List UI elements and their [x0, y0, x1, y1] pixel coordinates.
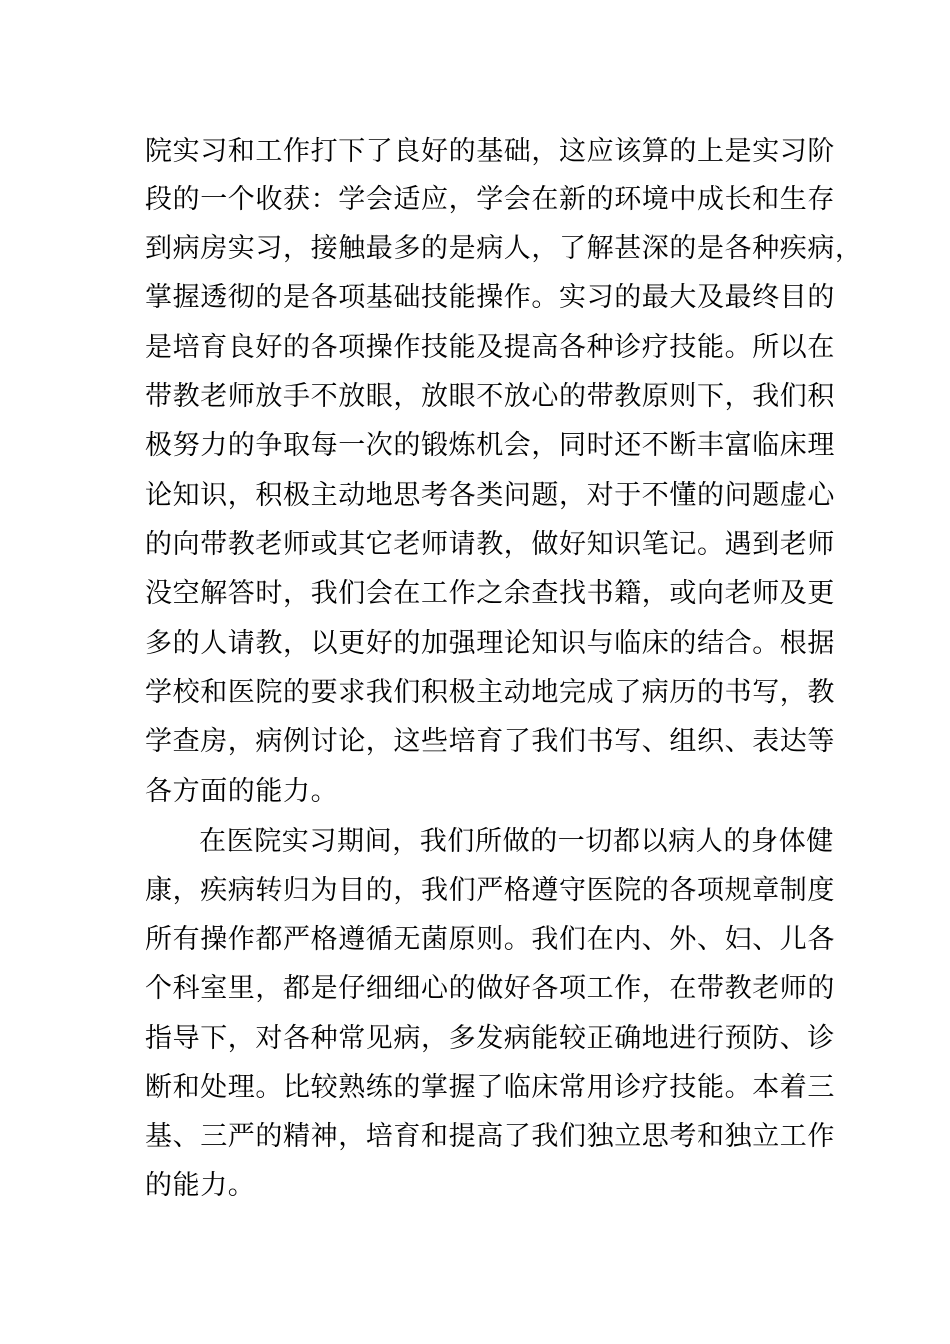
text-line: 个科室里，都是仔细细心的做好各项工作，在带教老师的 — [145, 973, 835, 1004]
text-line: 院实习和工作打下了良好的基础，这应该算的上是实习阶 — [145, 136, 835, 167]
text-line: 断和处理。比较熟练的掌握了临床常用诊疗技能。本着三 — [145, 1072, 835, 1103]
text-line: 带教老师放手不放眼，放眼不放心的带教原则下，我们积 — [145, 381, 835, 412]
text-line: 学查房，病例讨论，这些培育了我们书写、组织、表达等 — [145, 726, 835, 757]
text-line: 论知识，积极主动地思考各类问题，对于不懂的问题虚心 — [145, 480, 835, 511]
text-line: 掌握透彻的是各项基础技能操作。实习的最大及最终目的 — [145, 282, 835, 313]
paragraph-first-line: 在医院实习期间，我们所做的一切都以病人的身体健 — [199, 826, 834, 857]
text-line: 到病房实习，接触最多的是病人，了解甚深的是各种疾病， — [145, 233, 863, 264]
text-line: 极努力的争取每一次的锻炼机会，同时还不断丰富临床理 — [145, 430, 835, 461]
text-line: 康，疾病转归为目的，我们严格遵守医院的各项规章制度 — [145, 875, 835, 906]
text-line: 指导下，对各种常见病，多发病能较正确地进行预防、诊 — [145, 1023, 835, 1054]
text-line: 所有操作都严格遵循无菌原则。我们在内、外、妇、儿各 — [145, 924, 835, 955]
text-line: 段的一个收获：学会适应，学会在新的环境中成长和生存 — [145, 184, 835, 215]
text-line: 的能力。 — [145, 1170, 256, 1201]
text-line: 没空解答时，我们会在工作之余查找书籍，或向老师及更 — [145, 578, 835, 609]
text-line: 基、三严的精神，培育和提高了我们独立思考和独立工作 — [145, 1121, 835, 1152]
text-line: 是培育良好的各项操作技能及提高各种诊疗技能。所以在 — [145, 332, 835, 363]
text-line: 各方面的能力。 — [145, 776, 339, 807]
text-line: 多的人请教，以更好的加强理论知识与临床的结合。根据 — [145, 628, 835, 659]
text-line: 学校和医院的要求我们积极主动地完成了病历的书写，教 — [145, 677, 835, 708]
text-line: 的向带教老师或其它老师请教，做好知识笔记。遇到老师 — [145, 529, 835, 560]
